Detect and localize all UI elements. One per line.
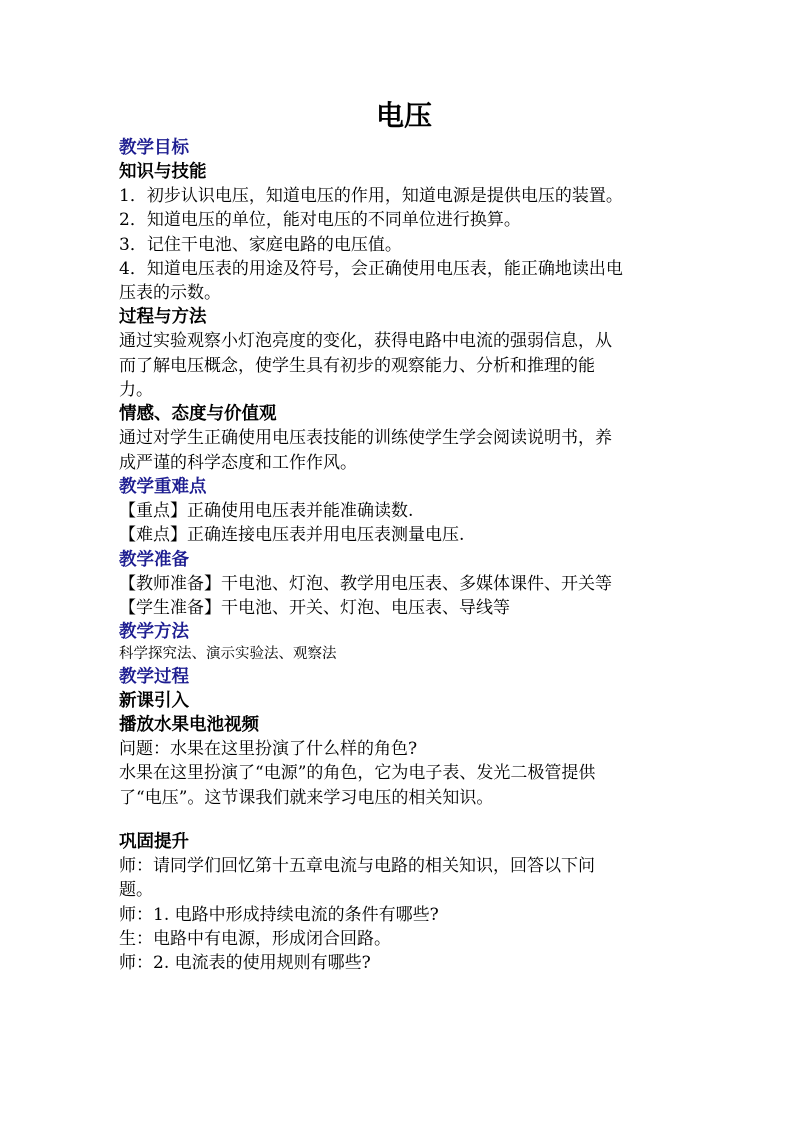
- objectives-heading: 教学目标: [119, 138, 189, 158]
- document-content: [119, 96, 679, 976]
- method-heading: 教学方法: [119, 622, 189, 643]
- difficulty-heading: 教学重难点: [119, 476, 207, 497]
- student-prep: 【学生准备】干电池、开关、灯泡、电压表、导线等: [119, 597, 510, 618]
- emotion-line: 成严谨的科学态度和工作作风。: [119, 452, 357, 473]
- knowledge-item: 3．记住干电池、家庭电路的电压值。: [119, 234, 402, 255]
- consolidate-line: 生：电路中有电源，形成闭合回路。: [119, 928, 391, 949]
- consolidate-line: 题。: [119, 880, 153, 901]
- page-title: 电压: [375, 99, 432, 132]
- intro-line: 了“电压”。这节课我们就来学习电压的相关知识。: [119, 787, 494, 808]
- key-point: 【重点】正确使用电压表并能准确读数.: [119, 500, 414, 521]
- intro-line: 水果在这里扮演了“电源”的角色，它为电子表、发光二极管提供: [119, 763, 596, 784]
- consolidate-line: 师：2. 电流表的使用规则有哪些?: [119, 953, 371, 974]
- consolidate-heading: 巩固提升: [119, 832, 189, 853]
- intro-heading: 新课引入: [119, 691, 189, 712]
- consolidate-line: 师：请同学们回忆第十五章电流与电路的相关知识，回答以下问: [119, 856, 595, 877]
- paragraph-spacer: [119, 810, 679, 830]
- teacher-prep: 【教师准备】干电池、灯泡、教学用电压表、多媒体课件、开关等: [119, 573, 612, 594]
- consolidate-line: 师：1. 电路中形成持续电流的条件有哪些?: [119, 904, 439, 925]
- emotion-heading: 情感、态度与价值观: [119, 404, 277, 425]
- process-line: 通过实验观察小灯泡亮度的变化，获得电路中电流的强弱信息，从: [119, 331, 612, 352]
- method-text: 科学探究法、演示实验法、观察法: [119, 646, 337, 663]
- process-line: 力。: [119, 380, 153, 401]
- process-heading: 过程与方法: [119, 307, 207, 328]
- emotion-line: 通过对学生正确使用电压表技能的训练使学生学会阅读说明书，养: [119, 428, 612, 449]
- procedure-heading: 教学过程: [119, 667, 189, 688]
- knowledge-item: 压表的示数。: [119, 283, 221, 304]
- knowledge-item: 4．知道电压表的用途及符号，会正确使用电压表，能正确地读出电: [119, 258, 623, 279]
- knowledge-heading: 知识与技能: [119, 162, 207, 182]
- knowledge-item: 1．初步认识电压，知道电压的作用，知道电源是提供电压的装置。: [119, 186, 623, 206]
- difficult-point: 【难点】正确连接电压表并用电压表测量电压.: [119, 525, 465, 546]
- video-heading: 播放水果电池视频: [119, 715, 259, 736]
- knowledge-item: 2．知道电压的单位，能对电压的不同单位进行换算。: [119, 210, 521, 231]
- intro-line: 问题：水果在这里扮演了什么样的角色?: [119, 739, 418, 760]
- process-line: 而了解电压概念，使学生具有初步的观察能力、分析和推理的能: [119, 355, 595, 376]
- prep-heading: 教学准备: [119, 549, 189, 570]
